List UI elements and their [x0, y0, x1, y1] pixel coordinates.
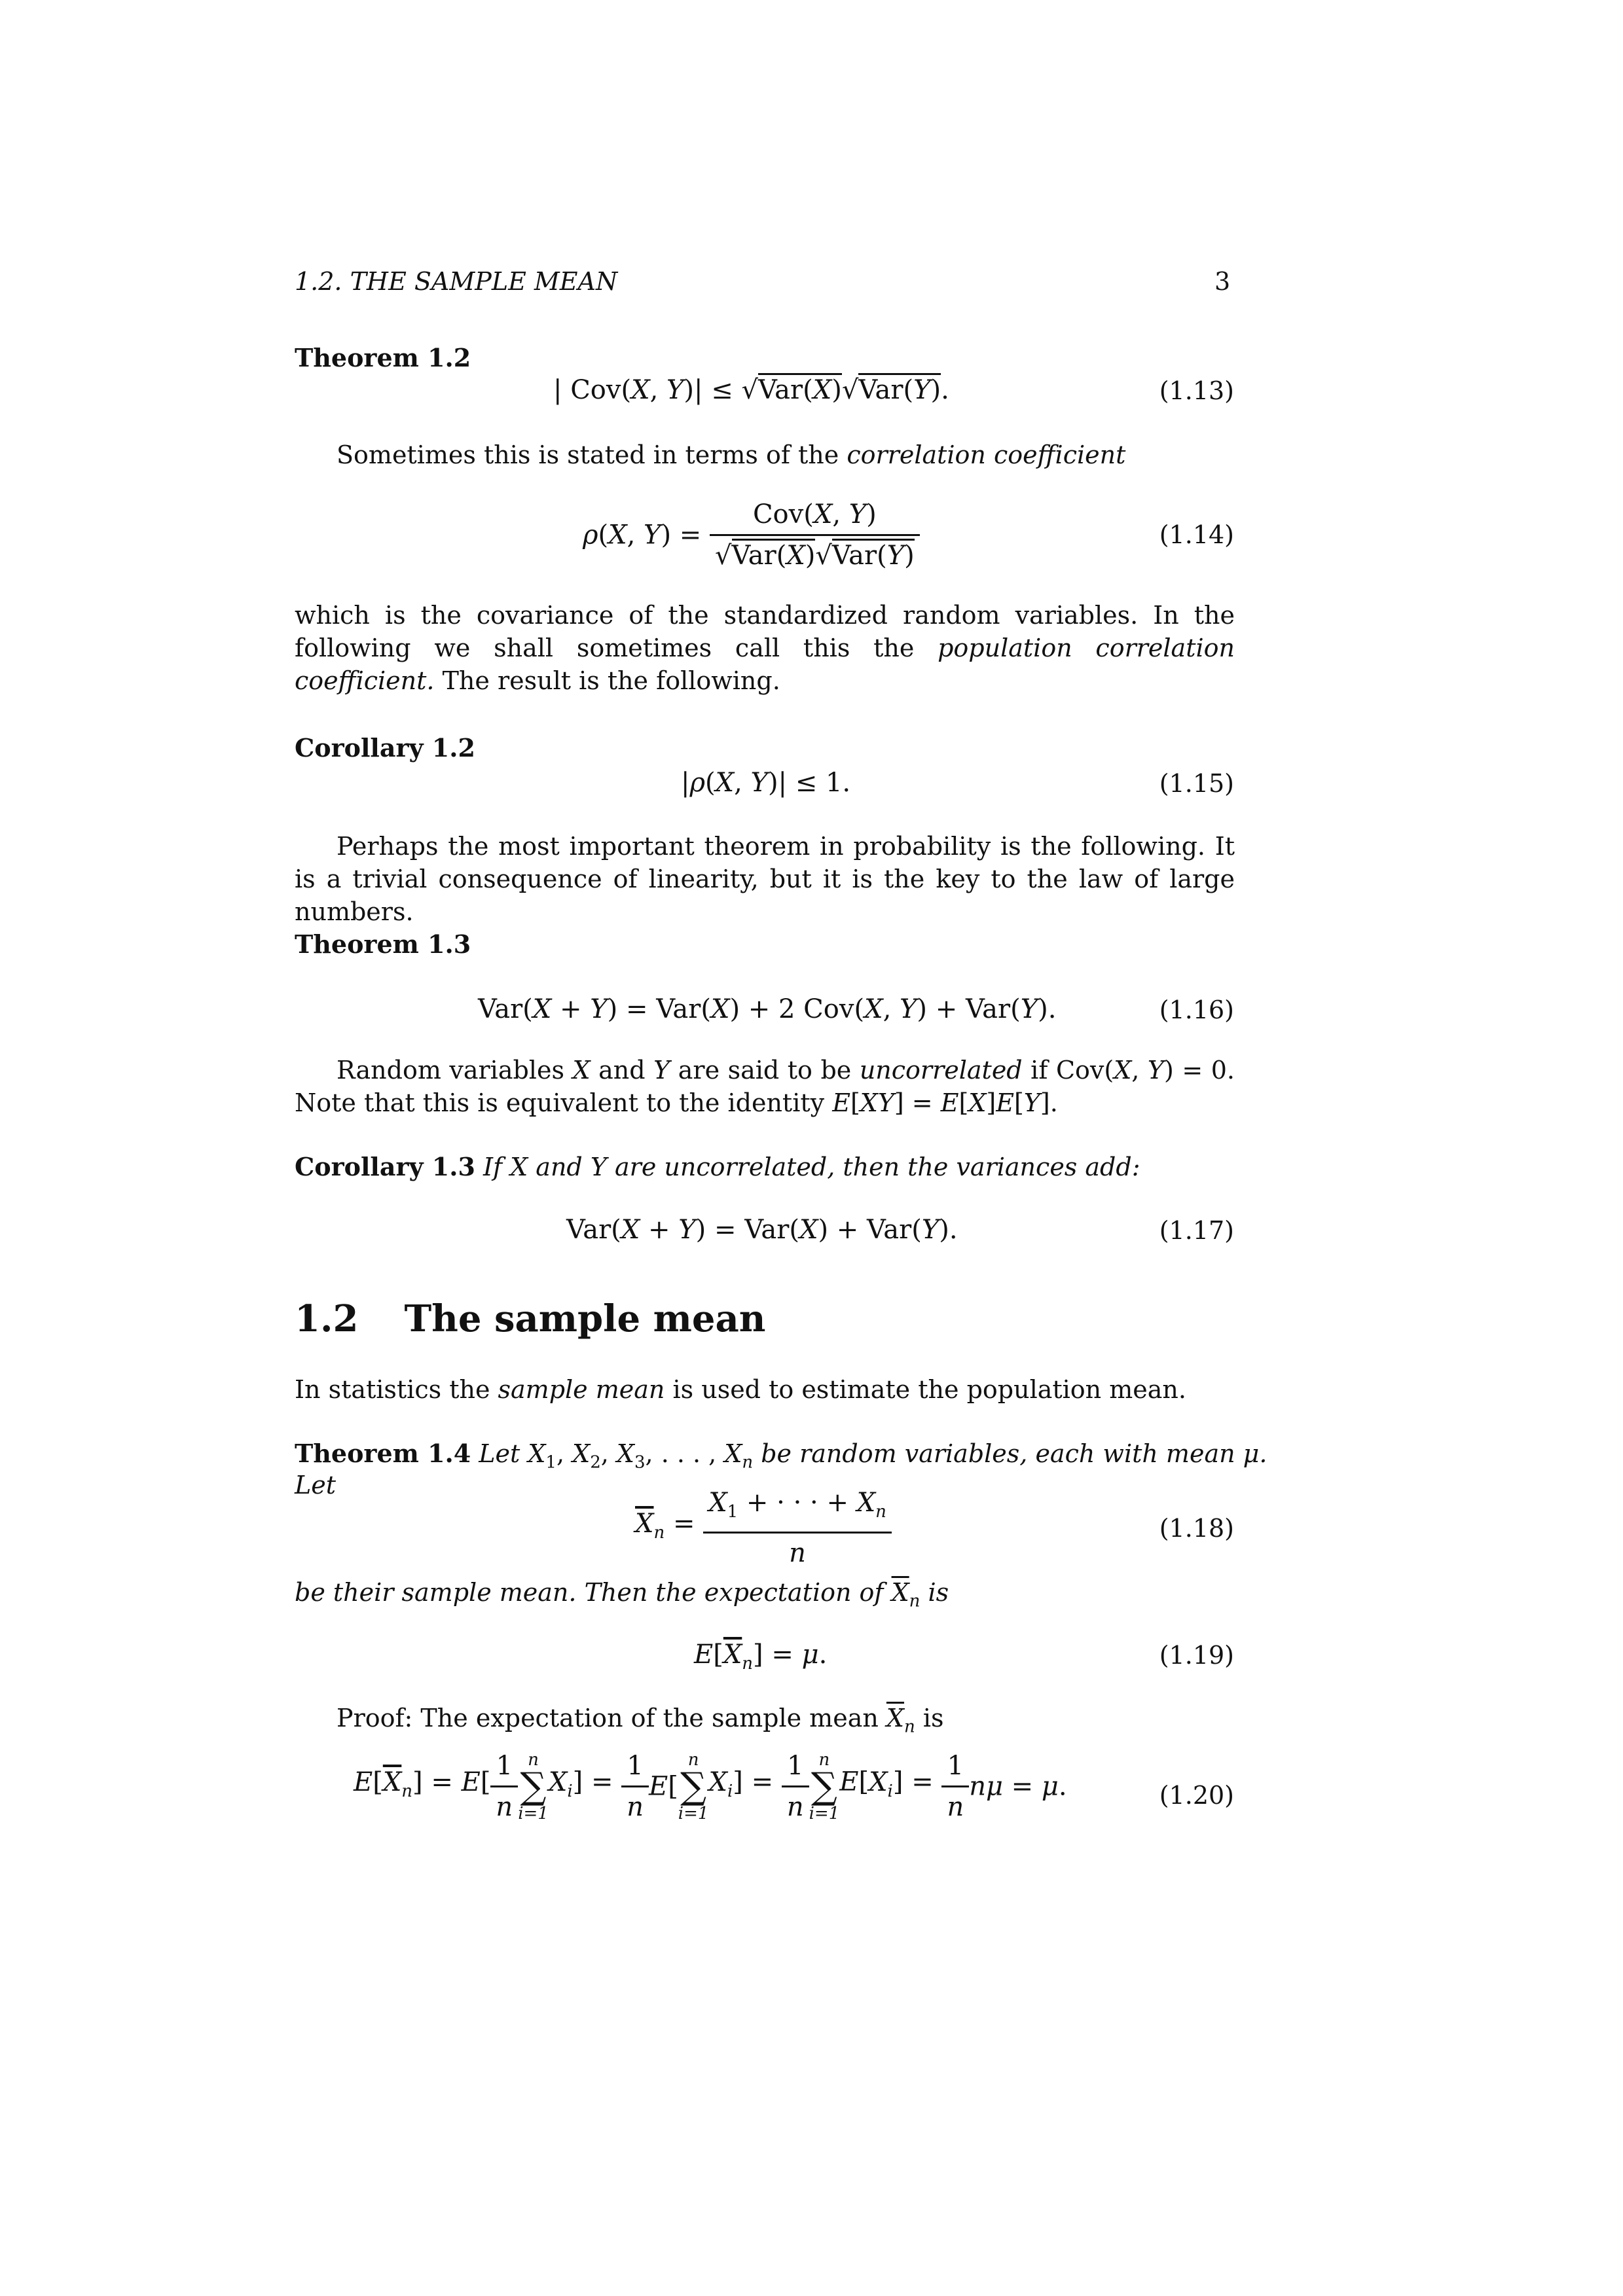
corollary-1-3-label: Corollary 1.3 — [295, 1152, 475, 1181]
equation-1-13: | Cov(X, Y)| ≤ √Var(X)√Var(Y). — [553, 373, 949, 407]
covariance-text-2: The result is the following. — [434, 666, 780, 695]
statistics-text-2: is used to estimate the population mean. — [665, 1375, 1186, 1404]
theorem-1-4-after-1: be their sample mean. Then the expectation of — [295, 1578, 892, 1607]
uncorrelated-text-1: Random variables — [337, 1056, 573, 1085]
paragraph-statistics — [295, 1373, 1186, 1406]
corollary-1-2-label: Corollary 1.2 — [295, 733, 475, 762]
covariance-text-1: which is the covariance of the standardized random variables. In the following we shall sometimes call this the — [295, 601, 1235, 662]
correlation-emph: correlation coefficient — [847, 440, 1126, 469]
paragraph-correlation — [295, 439, 1235, 471]
page-number: 3 — [1214, 267, 1231, 296]
equation-1-19: $E[\overline{X}_n] = \mu$. — [694, 1640, 828, 1674]
equation-1-17: Var(X + Y) = Var(X) + Var(Y). — [566, 1215, 958, 1245]
eq-number-1-14: (1.14) — [1159, 520, 1234, 549]
theorem-1-2-label: Theorem 1.2 — [295, 343, 471, 372]
eq-number-1-16: (1.16) — [1159, 996, 1234, 1024]
eq-number-1-17: (1.17) — [1159, 1216, 1234, 1245]
corollary-1-3-statement-2: and — [528, 1153, 591, 1181]
uncorrelated-text-5: ) = 0. Note that this is equivalent to the identity — [295, 1056, 1235, 1117]
eq-number-1-18: (1.18) — [1159, 1514, 1234, 1543]
theorem-1-4-after-2: is — [920, 1578, 949, 1607]
running-header-title: 1.2. THE SAMPLE MEAN — [295, 267, 618, 296]
theorem-1-4-statement-3: . — [1259, 1439, 1267, 1468]
equation-1-20: $E[\overline{X}_n] = E$[ $\frac{1}{n}$ n ∑ i=1 $X_i$] = $\frac{1}{n}$ E[ n ∑ i=1 $X_i$] = $\frac{1}{n}$ n ∑ i=1 $E[X_i]$ = $\frac{1}{n}$ nμ = μ. — [354, 1749, 1067, 1823]
corollary-1-3-statement-3: are uncorrelated, then the variances add: — [606, 1153, 1140, 1181]
theorem-1-4-let: Let — [295, 1471, 336, 1499]
uncorrelated-emph: uncorrelated — [859, 1056, 1023, 1085]
paragraph-covariance — [295, 599, 1235, 697]
paragraph-important: Perhaps the most important theorem in probability is the following. It is a trivial consequence of linearity, but it is the key to the law of large numbers. — [295, 832, 1235, 926]
uncorrelated-text-4: if Cov( — [1022, 1056, 1114, 1085]
proof-text-1: Proof: The expectation of the sample mean — [337, 1704, 886, 1732]
equation-1-16: Var(X + Y) = Var(X) + 2 Cov(X, Y) + Var(Y). — [478, 994, 1057, 1024]
equation-1-15: |ρ(X, Y)| ≤ 1. — [681, 768, 851, 798]
proof-intro: Proof: The expectation of the sample mean $\overline{X}_n$ is — [337, 1704, 944, 1737]
theorem-1-4-after: be their sample mean. Then the expectation of $\overline{X}_n$ is — [295, 1578, 949, 1611]
equation-1-18: $\overline{X}_n$ = $\frac{X_1 + \cdot \cdot \cdot + X_n}{n}$ — [635, 1486, 892, 1570]
theorem-1-4-label: Theorem 1.4 — [295, 1439, 471, 1468]
equation-1-14: ρ(X, Y) = $\frac{\text{Cov(X, Y)}}{\text{√Var(X)√Var(Y)}}$ — [583, 497, 920, 573]
uncorrelated-text-3: are said to be — [670, 1056, 860, 1085]
proof-text-2: is — [915, 1704, 944, 1732]
corollary-1-3: Corollary 1.3 If X and Y are uncorrelated, then the variances add: — [295, 1152, 1140, 1181]
theorem-1-4-statement-2: be random variables, each with mean — [753, 1439, 1243, 1468]
statistics-text-1: In statistics the — [295, 1375, 498, 1404]
theorem-1-3-label: Theorem 1.3 — [295, 929, 471, 959]
theorem-1-4-statement: Theorem 1.4 Let $X_1$, $X_2$, $X_3$, . . . , $X_n$ be random variables, each with mean μ. — [295, 1439, 1267, 1473]
section-heading — [295, 1297, 765, 1340]
correlation-text: Sometimes this is stated in terms of the — [337, 440, 847, 469]
corollary-1-3-statement-1: If — [483, 1153, 511, 1181]
uncorrelated-text-2: and — [590, 1056, 654, 1085]
covariance-emph: population correlation coefficient. — [295, 634, 1235, 695]
section-number: 1.2 — [295, 1297, 359, 1340]
statistics-emph: sample mean — [498, 1375, 665, 1404]
eq-number-1-20: (1.20) — [1159, 1781, 1234, 1810]
section-title: The sample mean — [404, 1297, 766, 1340]
eq-number-1-15: (1.15) — [1159, 769, 1234, 798]
theorem-1-4-statement-1: Let — [479, 1439, 528, 1468]
eq-number-1-19: (1.19) — [1159, 1641, 1234, 1670]
paragraph-uncorrelated: Random variables X and Y are said to be uncorrelated if Cov(X, Y) = 0. Note that this is equivalent to the identity E[XY] = E[X]E[Y]. — [295, 1056, 1235, 1117]
eq-number-1-13: (1.13) — [1159, 376, 1234, 405]
